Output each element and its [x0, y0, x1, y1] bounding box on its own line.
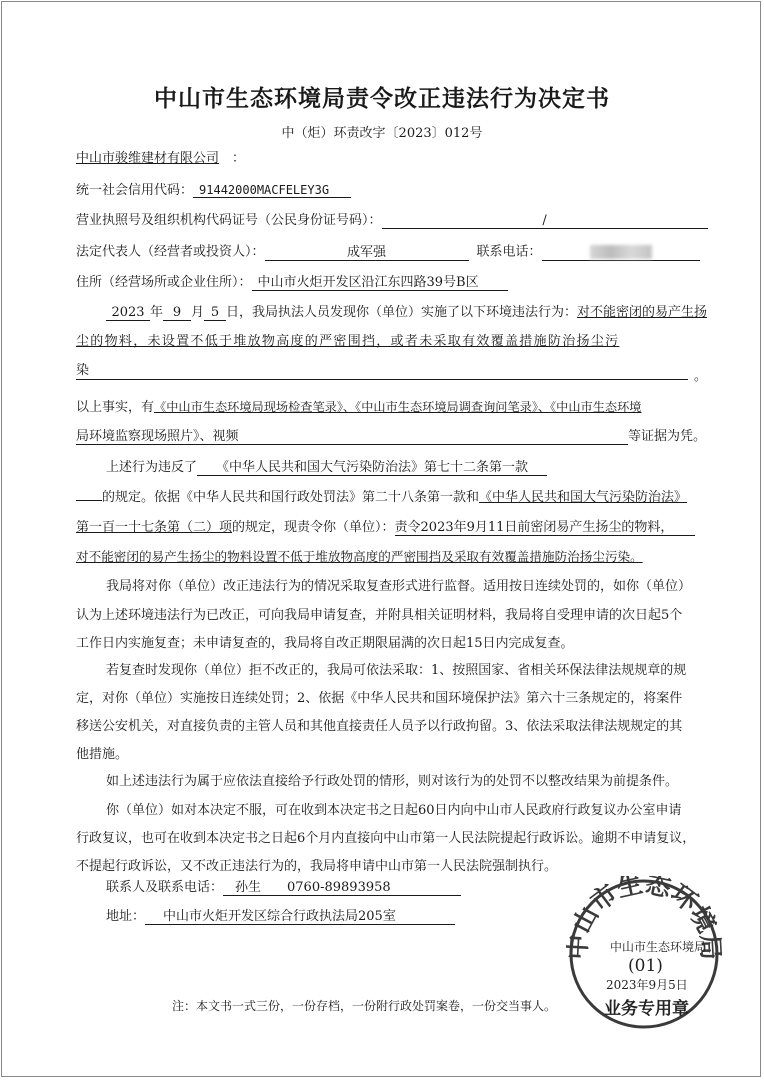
- license-label: 营业执照号及组织机构代码证号（公民身份证号码）：: [76, 213, 382, 228]
- basis-article: 第一百一十七条第（二）项: [76, 520, 233, 535]
- violated-law: 《中华人民共和国大气污染防治法》第七十二条第一款: [197, 461, 547, 476]
- legal-rep-label: 法定代表人（经营者或投资人）：: [76, 244, 265, 260]
- violation-year: 2023: [106, 306, 150, 321]
- para3-text-b: 的规定，现责令你（单位）：: [232, 520, 395, 535]
- address-label: 住所（经营场所或企业住所）：: [76, 275, 252, 290]
- seal-date: 2023年9月5日: [606, 978, 688, 992]
- violation-text-2: 尘的物料，未设置不低于堆放物高度的严密围挡，或者未采取有效覆盖措施防治扬尘污: [76, 334, 620, 349]
- violation-month: 9: [163, 306, 191, 321]
- seal-arc-text: 山市生态环境: [566, 876, 722, 938]
- basis-law: 《中华人民共和国大气污染防治法》: [479, 490, 688, 505]
- recipient-name: 中山市骏维建材有限公司: [76, 151, 220, 166]
- para3-blank: [76, 499, 102, 501]
- year-unit: 年: [150, 305, 164, 320]
- violation-text-3: 染: [76, 363, 90, 378]
- para3-prefix: 上述行为违反了: [106, 460, 198, 475]
- footer-note: 注：本文书一式三份，一份存档，一份附行政处罚案卷，一份交当事人。: [172, 999, 557, 1013]
- credit-code-line: [76, 184, 351, 198]
- seal-bottom-text: 业务专用章: [604, 999, 689, 1019]
- para5-line4: 他措施。: [76, 747, 129, 762]
- license-value: /: [382, 214, 708, 229]
- para1-line3: [76, 364, 89, 377]
- para7-line2: 行政复议，也可在收到本决定书之日起6个月内直接向中山市第一人民法院提起行政诉讼。逾期不申请复议，: [76, 831, 696, 846]
- para3-line1: [106, 461, 547, 476]
- redacted-block: [590, 245, 652, 259]
- address-value: 中山市火炬开发区沿江东四路39号B区: [252, 276, 508, 291]
- recipient-suffix: ：: [232, 151, 246, 166]
- para2-line1: [76, 401, 642, 414]
- document-title: 中山市生态环境局责令改正违法行为决定书: [154, 85, 610, 112]
- violation-underline: [76, 379, 688, 380]
- document-number: 中（炬）环责改字〔2023〕012号: [281, 126, 483, 141]
- para2-suffix: 等证据为凭。: [628, 429, 707, 444]
- para7-line1: 你（单位）如对本决定不服，可在收到本决定书之日起60日内向中山市人民政府行政复议办公室申请: [106, 803, 682, 818]
- order-text-2: 对不能密闭的易产生扬尘的物料设置不低于堆放物高度的严密围挡及采取有效覆盖措施防治扬尘污染。: [76, 549, 643, 564]
- credit-code-value: 91442000MACFELEY3G: [193, 184, 351, 198]
- contact-line: [106, 881, 461, 896]
- official-seal: [566, 876, 722, 1032]
- office-address-line: [106, 910, 455, 925]
- para1-end: 。: [694, 369, 708, 384]
- violation-day: 5: [204, 306, 226, 321]
- evidence-text-1: 《中山市生态环境局现场检查笔录》、《中山市生态环境局调查询问笔录》、《中山市生态环境: [154, 400, 642, 414]
- phone-value-redacted: [542, 245, 700, 261]
- evidence-text-2: 局环境监察现场照片》、视频: [76, 430, 628, 445]
- para3-text-a: 的规定。依据《中华人民共和国行政处罚法》第二十八条第一款和: [102, 490, 480, 505]
- license-line: [76, 214, 708, 229]
- para4-line2: 认为上述环境违法行为已改正，可向我局申请复查，并附具相关证明材料，我局将自受理申请的次日起5个: [76, 608, 683, 623]
- para2-line2: [76, 430, 706, 445]
- para5-line1: 若复查时发现你（单位）拒不改正的，我局可依法采取：1、按照国家、省相关环保法律法规规章的规: [106, 663, 687, 678]
- seal-number: (01): [628, 956, 663, 976]
- para4-line1: 我局将对你（单位）改正违法行为的情况采取复查形式进行监督。适用按日连续处罚的，如你（单位）: [106, 579, 692, 594]
- para7-line3: 不提起行政诉讼，又不改正违法行为的，我局将申请中山市第一人民法院强制执行。: [76, 859, 558, 874]
- para6-line: 如上述违法行为属于应依法直接给予行政处罚的情形，则对该行为的处罚不以整改结果为前提条件。: [106, 774, 679, 789]
- credit-code-label: 统一社会信用代码：: [76, 183, 194, 198]
- recipient-line: [76, 152, 245, 165]
- seal-inner-text: 中山市生态环境局: [610, 940, 707, 954]
- month-unit: 月: [191, 305, 205, 320]
- address-line: [76, 276, 508, 291]
- office-address-value: 中山市火炬开发区综合行政执法局205室: [145, 910, 455, 925]
- para3-line2: [76, 491, 687, 504]
- para4-line3: 工作日内实施复查；未申请复查的，我局将自改正期限届满的次日起15日内完成复查。: [76, 636, 574, 651]
- para1-text: 日，我局执法人员发现你（单位）实施了以下环境违法行为：: [226, 305, 578, 320]
- para5-line3: 移送公安机关，对直接负责的主管人员和其他直接责任人员予以行政拘留。3、依法采取法律法规规定的其: [76, 719, 683, 734]
- contact-value: 孙生 0760-89893958: [223, 881, 461, 896]
- order-text-1: 责令2023年9月11日前密闭易产生扬尘的物料，: [395, 521, 695, 536]
- contact-label: 联系人及联系电话：: [106, 880, 224, 895]
- legal-rep-line: [76, 245, 700, 261]
- para5-line2: 定，对你（单位）实施按日连续处罚；2、依据《中华人民共和国环境保护法》第六十三条规定的，将案件: [76, 691, 683, 706]
- para1-line1: [106, 306, 707, 321]
- violation-text-1: 对不能密闭的易产生扬: [577, 305, 708, 320]
- office-address-label: 地址：: [106, 909, 146, 924]
- para3-line3: [76, 521, 695, 536]
- legal-rep-value: 成军强: [265, 246, 469, 261]
- para2-prefix: 以上事实，有: [76, 400, 155, 415]
- phone-label: 联系电话：: [476, 244, 542, 260]
